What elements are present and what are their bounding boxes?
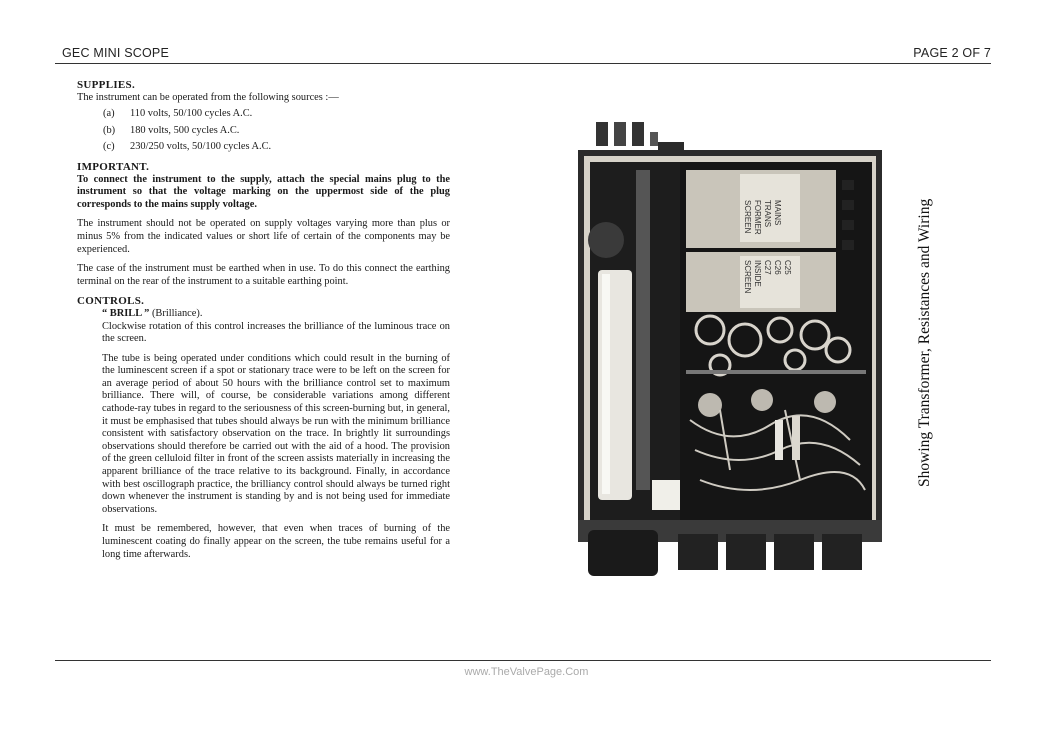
brill-sub: (Brilliance). bbox=[151, 307, 203, 319]
controls-heading: CONTROLS. bbox=[77, 295, 145, 308]
important-heading: IMPORTANT. bbox=[77, 160, 150, 173]
supplies-heading: SUPPLIES. bbox=[77, 79, 136, 91]
header-title: GEC MINI SCOPE bbox=[62, 46, 169, 60]
list-item bbox=[103, 141, 450, 154]
list-item bbox=[103, 108, 450, 121]
list-item-label: (b) bbox=[103, 124, 116, 136]
brill-heading bbox=[102, 308, 450, 321]
header-rule bbox=[55, 63, 991, 64]
caps-label-5: SCREEN bbox=[743, 260, 752, 294]
list-item-label: (a) bbox=[103, 108, 115, 120]
caps-label-2: C26 bbox=[773, 260, 782, 275]
list-item-text: 230/250 volts, 50/100 cycles A.C. bbox=[130, 141, 272, 153]
footer-url: www.TheValvePage.Com bbox=[464, 666, 589, 678]
caps-label-4: INSIDE bbox=[753, 260, 762, 287]
voltage-warning: The instrument should not be operated on supply voltages varying more than plus or minus 5% from the indicated values or short life of certain of the components may be experienced. bbox=[77, 218, 450, 255]
brill-para-1: Clockwise rotation of this control increases the brilliance of the luminous trace on the screen. bbox=[102, 320, 450, 345]
list-item bbox=[103, 125, 450, 138]
page-number: PAGE 2 OF 7 bbox=[913, 46, 991, 60]
photo-caption: Showing Transformer, Resistances and Wiring bbox=[916, 198, 933, 487]
important-notice: To connect the instrument to the supply, attach the special mains plug to the instrument so that the voltage marking on the uppermost side of the plug corresponds to the mains supply voltage. bbox=[77, 173, 450, 210]
caps-label-3: C27 bbox=[763, 260, 772, 275]
list-item-text: 180 volts, 500 cycles A.C. bbox=[130, 124, 240, 136]
footer-rule bbox=[55, 660, 991, 661]
list-item-label: (c) bbox=[103, 141, 115, 153]
text-column bbox=[77, 79, 450, 561]
caps-label-1: C25 bbox=[783, 260, 792, 275]
supplies-intro: The instrument can be operated from the following sources :— bbox=[77, 91, 339, 103]
instrument-photo bbox=[570, 120, 890, 580]
brill-label: “ BRILL ” bbox=[102, 307, 150, 319]
brill-para-3: It must be remembered, however, that even when traces of burning of the luminescent coating do finally appear on the screen, the tube remains useful for a long time afterwards. bbox=[102, 523, 450, 560]
list-item-text: 110 volts, 50/100 cycles A.C. bbox=[130, 108, 253, 120]
mains-label-4: SCREEN bbox=[743, 200, 752, 234]
brill-para-2: The tube is being operated under conditions which could result in the burning of the luminescent screen if a spot or stationary trace were to be left on the screen for an average period of about 50 hours with the brilliance control set to maximum brilliance. There will, of course, be considerable variations among different cathode-ray tubes in regard to the seriousness of this screen-burning but, in general, it must be emphasised that tubes should always be run with the minimum brilliance consistent with satisfactory observation on the trace. In brightly lit surroundings observations should therefore be carried out with the aid of a hood. The provision of the green celluloid filter in front of the screen assists materially in increasing the apparent brilliance of the trace relative to its background. Finally, in accordance with best oscillograph practice, the brilliancy control should always be turned right down whenever the instrument is standing by and is not being used for immediate observations. bbox=[102, 352, 450, 515]
earthing-note: The case of the instrument must be earthed when in use. To do this connect the earthing terminal on the rear of the instrument to a suitable earthing point. bbox=[77, 263, 450, 287]
mains-label-3: FORMER bbox=[753, 200, 762, 235]
mains-label-1: MAINS bbox=[773, 200, 782, 226]
mains-label-2: TRANS bbox=[763, 200, 772, 228]
